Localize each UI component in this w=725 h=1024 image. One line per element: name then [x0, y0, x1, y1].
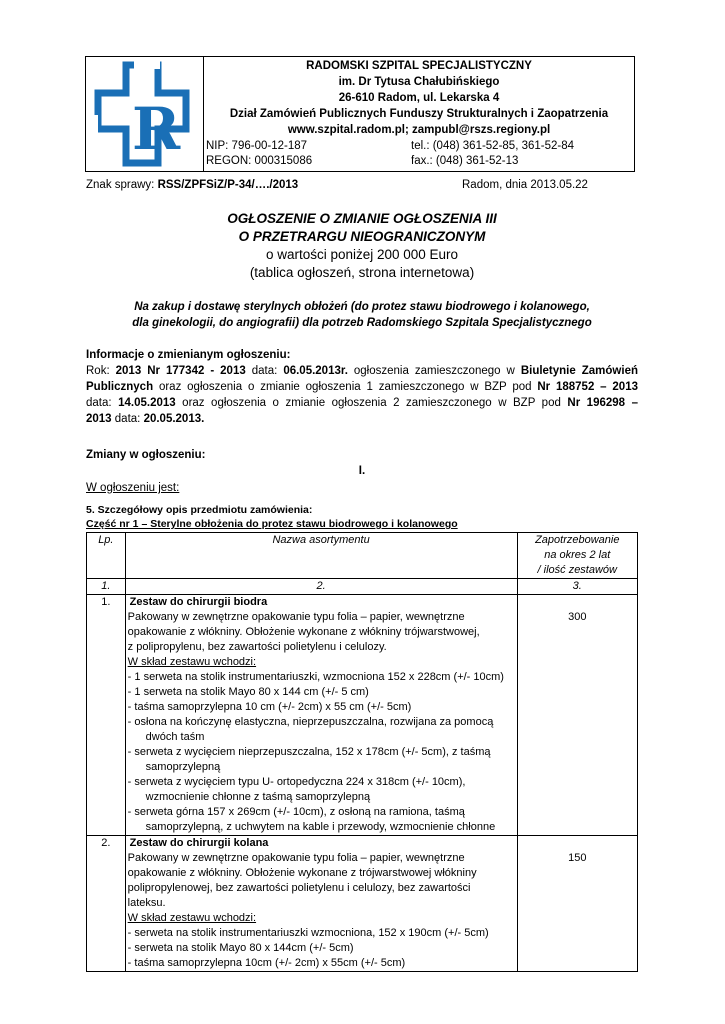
- fax: fax.: (048) 361-52-13: [411, 155, 519, 167]
- numbering-3: 3.: [517, 579, 637, 595]
- hospital-logo: [86, 57, 204, 171]
- org-address: 26-610 Radom, ul. Lekarska 4: [338, 92, 500, 104]
- row-description: Zestaw do chirurgii biodra Pakowany w zewnętrzne opakowanie typu folia – papier, wewnętrzne opakowanie z włókniny. Obłożenie wykonane z włókniny trójwarstwowej, z polipropylenu, bez zawartości polietylenu i celulozy. W skład zestawu wchodzi: - 1 serweta na stolik instrumentariuszki, wzmocniona 152 x 228cm (+/- 10cm) - 1 serweta na stolik Mayo 80 x 144 cm (+/- 5 cm) - taśma samoprzylepna 10 cm (+/- 2cm) x 55 cm (+/- 5cm) - osłona na kończynę elastyczna, nieprzepuszczalna, rozwijana za pomocą dwóch taśm - serweta z wycięciem nieprzepuszczalna, 152 x 178cm (+/- 5cm), z taśmą samoprzylepną - serweta z wycięciem typu U- ortopedyczna 224 x 318cm (+/- 10cm), wzmocnienie chłonne z taśmą samoprzylepną - serweta górna 157 x 269cm (+/- 10cm), z osłoną na ramiona, taśmą samoprzylepną, z uchwytem na kable i przewody, wzmocnienie chłonne: [125, 595, 517, 836]
- row-qty: 300: [517, 595, 637, 836]
- numbering-2: 2.: [125, 579, 517, 595]
- header-lp: Lp.: [87, 533, 126, 579]
- org-patron: im. Dr Tytusa Chałubińskiego: [338, 76, 500, 88]
- phone: tel.: (048) 361-52-85, 361-52-84: [411, 140, 575, 152]
- subject-line-1: Na zakup i dostawę sterylnych obłożeń (do protez stawu biodrowego i kolanowego,: [134, 301, 590, 313]
- title-line-4: (tablica ogłoszeń, strona internetowa): [249, 265, 475, 280]
- case-number: RSS/ZPFSiZ/P-34/…./2013: [157, 179, 299, 191]
- spec-heading: 5. Szczegółowy opis przedmiotu zamówienia:: [86, 504, 313, 516]
- title-line-3: o wartości poniżej 200 000 Euro: [265, 247, 459, 262]
- changes-heading: Zmiany w ogłoszeniu:: [86, 449, 206, 461]
- org-web-email: www.szpital.radom.pl; zampubl@rszs.regiony.pl: [287, 124, 551, 136]
- regon: REGON: 000315086: [206, 155, 313, 167]
- nip: NIP: 796-00-12-187: [206, 140, 308, 152]
- subject-line-2: dla ginekologii, do angiografii) dla potrzeb Radomskiego Szpitala Specjalistycznego: [132, 317, 592, 329]
- numbering-1: 1.: [87, 579, 126, 595]
- info-paragraph-line-3: data: 14.05.2013 oraz ogłoszenia o zmianie ogłoszenia 2 zamieszczonego w BZP pod Nr 196298 –: [86, 397, 638, 409]
- table-row: [87, 595, 638, 836]
- title-line-2: O PRZETRARGU NIEOGRANICZONYM: [238, 229, 486, 244]
- cross-r-logo-icon: [86, 57, 203, 171]
- header-name: Nazwa asortymentu: [125, 533, 517, 579]
- was-heading: W ogłoszeniu jest:: [86, 482, 180, 494]
- info-paragraph-line-2: Publicznych oraz ogłoszenia o zmianie ogłoszenia 1 zamieszczonego w BZP pod Nr 188752 – 2013: [86, 381, 638, 393]
- title-line-1: OGŁOSZENIE O ZMIANIE OGŁOSZENIA III: [227, 211, 497, 226]
- part-heading: Część nr 1 – Sterylne obłożenia do protez stawu biodrowego i kolanowego: [86, 518, 458, 530]
- place-date: Radom, dnia 2013.05.22: [462, 179, 588, 191]
- org-name: RADOMSKI SZPITAL SPECJALISTYCZNY: [306, 60, 532, 72]
- case-label: Znak sprawy:: [86, 179, 158, 191]
- info-paragraph-line-1: Rok: 2013 Nr 177342 - 2013 data: 06.05.2013r. ogłoszenia zamieszczonego w Biuletynie Zamówień: [86, 365, 638, 377]
- items-table: [86, 532, 638, 972]
- row-description: Zestaw do chirurgii kolana Pakowany w zewnętrzne opakowanie typu folia – papier, wewnętrzne opakowanie z włókniny. Obłożenie wykonane z trójwarstwowej włókniny polipropylenowej, bez zawartości polietylenu i celulozy, bez zawartości lateksu. W skład zestawu wchodzi: - serweta na stolik instrumentariuszki wzmocniona, 152 x 190cm (+/- 5cm) - serweta na stolik Mayo 80 x 144cm (+/- 5cm) - taśma samoprzylepna 10cm (+/- 2cm) x 55cm (+/- 5cm): [125, 836, 517, 972]
- section-number: I.: [358, 465, 366, 477]
- header-qty: Zapotrzebowanie na okres 2 lat / ilość zestawów: [517, 533, 637, 579]
- logo-letter: R: [132, 95, 181, 163]
- table-row: [87, 836, 638, 972]
- row-qty: 150: [517, 836, 637, 972]
- org-department: Dział Zamówień Publicznych Funduszy Strukturalnych i Zaopatrzenia: [229, 108, 609, 120]
- info-paragraph-line-4: 2013 data: 20.05.2013.: [86, 413, 205, 425]
- info-heading: Informacje o zmienianym ogłoszeniu:: [86, 349, 291, 361]
- table-numbering-row: [87, 579, 638, 595]
- row-lp: 2.: [87, 836, 126, 972]
- table-header-row: [87, 533, 638, 579]
- letterhead: [85, 56, 635, 172]
- row-lp: 1.: [87, 595, 126, 836]
